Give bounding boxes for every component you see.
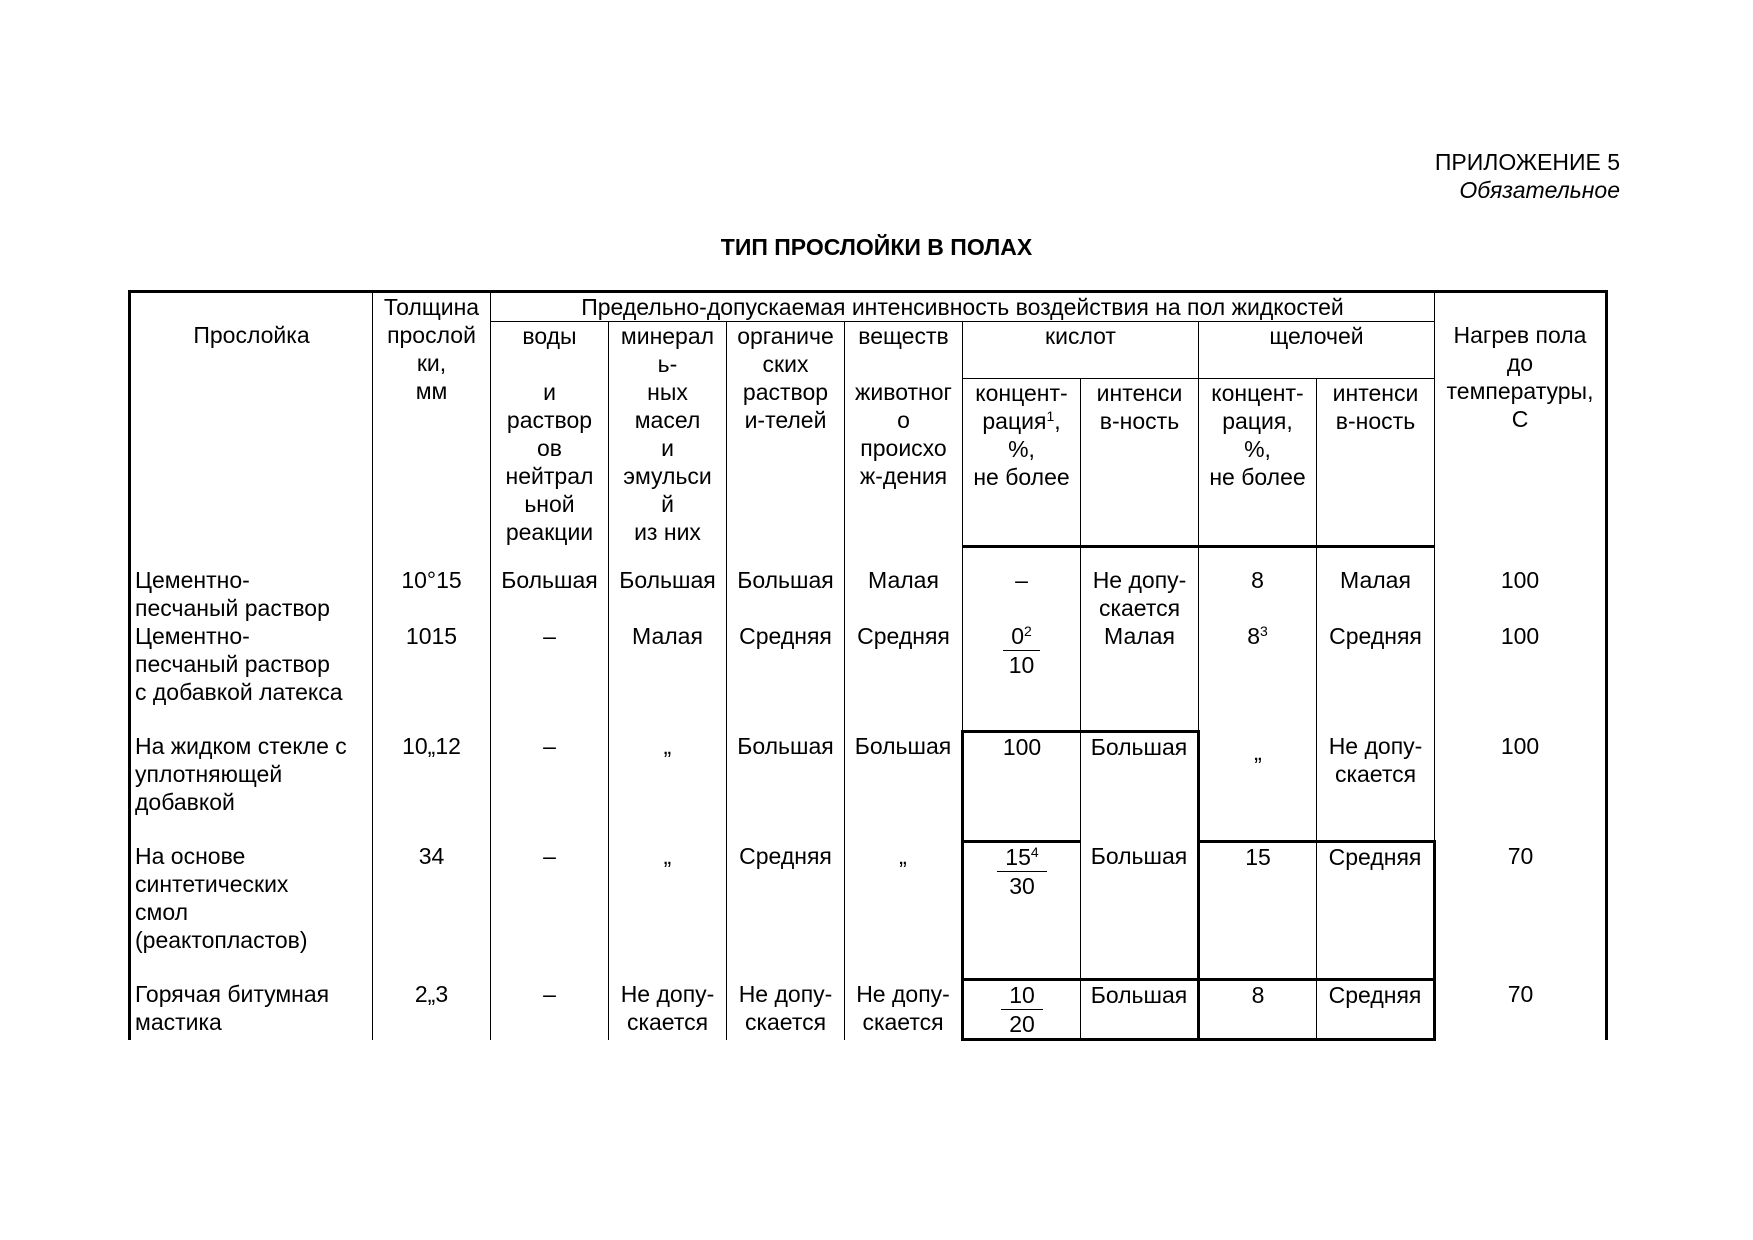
cell-acid-intensity: Большая	[1081, 980, 1199, 1040]
cell-heat: 100	[1435, 622, 1607, 732]
header-layer: Прослойка	[130, 292, 373, 547]
cell-mineral: Малая	[609, 622, 727, 732]
appendix-header	[1435, 148, 1620, 204]
cell-animal: „	[845, 842, 963, 980]
header-alkali-concentration: концент- рация, %, не более	[1199, 379, 1317, 547]
cell-layer: Горячая битумная мастика	[130, 980, 373, 1040]
cell-heat: 70	[1435, 980, 1607, 1040]
cell-animal: Малая	[845, 566, 963, 622]
cell-alkali-intensity: Малая	[1317, 566, 1435, 622]
cell-alkali-intensity: Не допу- скается	[1317, 732, 1435, 842]
cell-mineral: „	[609, 842, 727, 980]
cell-thickness: 10„12	[373, 732, 491, 842]
header-water: воды и раствор ов нейтрал ьной реакции	[491, 322, 609, 547]
cell-acid-concentration: 100	[963, 732, 1081, 842]
cell-animal: Большая	[845, 732, 963, 842]
appendix-label: ПРИЛОЖЕНИЕ 5	[1434, 149, 1620, 175]
layer-table	[128, 290, 1608, 1041]
cell-animal: Средняя	[845, 622, 963, 732]
cell-water: –	[491, 980, 609, 1040]
cell-animal: Не допу- скается	[845, 980, 963, 1040]
cell-layer: На основе синтетических смол (реактопластов)	[130, 842, 373, 980]
cell-acid-concentration: –	[963, 566, 1081, 622]
cell-acid-intensity: Малая	[1081, 622, 1199, 732]
cell-alkali-intensity: Средняя	[1317, 980, 1435, 1040]
cell-mineral: Большая	[609, 566, 727, 622]
cell-acid-intensity: Большая	[1081, 842, 1199, 980]
cell-acid-concentration: $\frac{10}{20}$	[963, 980, 1081, 1040]
header-mineral: минерал ь- ных масел и эмульси й из них	[609, 322, 727, 547]
header-row-1	[130, 292, 1607, 322]
cell-alkali-concentration: $8^3$	[1199, 622, 1317, 732]
cell-water: –	[491, 842, 609, 980]
cell-alkali-concentration: 8	[1199, 980, 1317, 1040]
header-organic: органиче ских раствор и-телей	[727, 322, 845, 547]
header-heating: Нагрев пола до температуры, С	[1435, 292, 1607, 547]
cell-layer: Цементно- песчаный раствор с добавкой латекса	[130, 622, 373, 732]
table-row	[130, 566, 1607, 622]
cell-organic: Большая	[727, 732, 845, 842]
cell-organic: Средняя	[727, 842, 845, 980]
cell-acid-intensity: Не допу- скается	[1081, 566, 1199, 622]
cell-alkali-concentration: 8	[1199, 566, 1317, 622]
cell-water: Большая	[491, 566, 609, 622]
cell-water: –	[491, 732, 609, 842]
table-row	[130, 842, 1607, 980]
header-alkalis: щелочей	[1199, 322, 1435, 379]
header-animal: веществ животног о происхо ж-дения	[845, 322, 963, 547]
cell-alkali-concentration: „	[1199, 732, 1317, 842]
table-row	[130, 732, 1607, 842]
cell-thickness: 10°15	[373, 566, 491, 622]
cell-heat: 100	[1435, 732, 1607, 842]
cell-thickness: 34	[373, 842, 491, 980]
appendix-status: Обязательное	[1459, 177, 1620, 203]
cell-organic: Средняя	[727, 622, 845, 732]
header-acid-intensity: интенси в-ность	[1081, 379, 1199, 547]
cell-organic: Большая	[727, 566, 845, 622]
cell-thickness: 2„3	[373, 980, 491, 1040]
cell-alkali-concentration: 15	[1199, 842, 1317, 980]
header-intensity-group: Предельно-допускаемая интенсивность воздействия на пол жидкостей	[491, 292, 1435, 322]
cell-thickness: 1015	[373, 622, 491, 732]
cell-acid-intensity: Большая	[1081, 732, 1199, 842]
table-row	[130, 980, 1607, 1040]
cell-heat: 70	[1435, 842, 1607, 980]
cell-layer: Цементно- песчаный раствор	[130, 566, 373, 622]
table-row	[130, 622, 1607, 732]
cell-mineral: Не допу- скается	[609, 980, 727, 1040]
cell-alkali-intensity: Средняя	[1317, 842, 1435, 980]
cell-organic: Не допу- скается	[727, 980, 845, 1040]
cell-layer: На жидком стекле с уплотняющей добавкой	[130, 732, 373, 842]
header-acid-concentration: концент- рация$^1$, %, не более	[963, 379, 1081, 547]
cell-water: –	[491, 622, 609, 732]
cell-acid-concentration: $\frac{15^4}{30}$	[963, 842, 1081, 980]
cell-acid-concentration: $\frac{0^2}{10}$	[963, 622, 1081, 732]
cell-heat: 100	[1435, 566, 1607, 622]
page-title: ТИП ПРОСЛОЙКИ В ПОЛАХ	[720, 234, 1033, 260]
header-acids: кислот	[963, 322, 1199, 379]
header-alkali-intensity: интенси в-ность	[1317, 379, 1435, 547]
cell-mineral: „	[609, 732, 727, 842]
cell-alkali-intensity: Средняя	[1317, 622, 1435, 732]
header-thickness: Толщина прослой ки, мм	[373, 292, 491, 547]
